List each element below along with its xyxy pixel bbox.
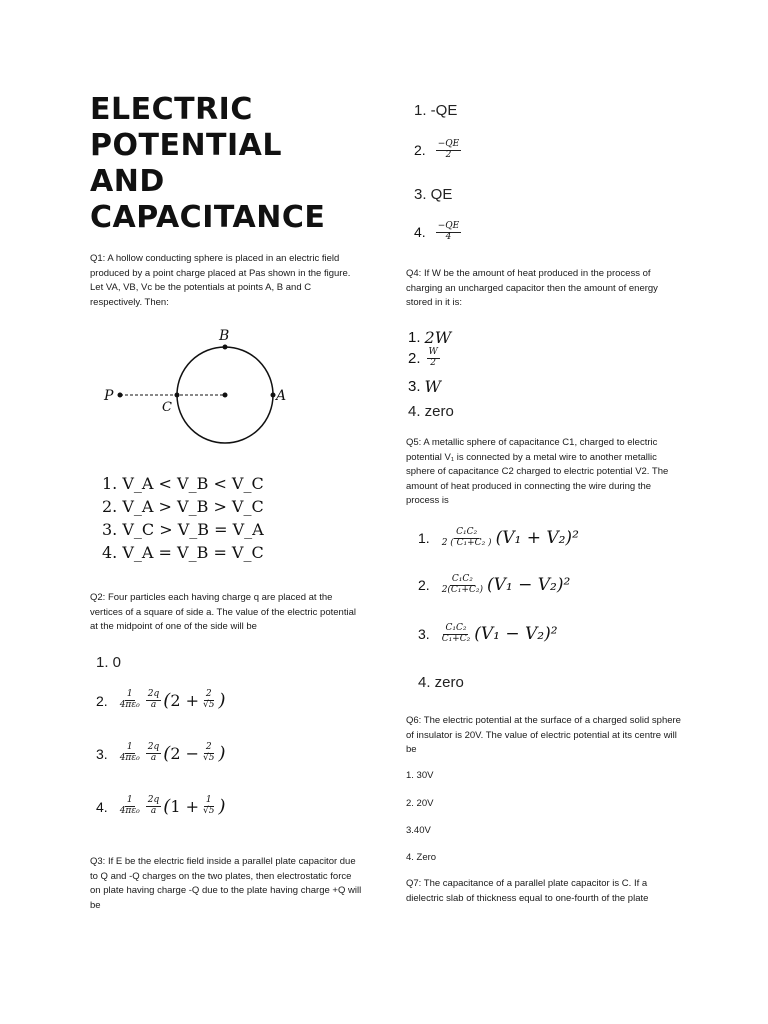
q4-text: Q4: If W be the amount of heat produced in the process of charging an uncharged capacitor then the amount of energy stored in it is: [406, 268, 658, 308]
frac-den: C₁+C₂ [441, 633, 471, 644]
frac-num: 1 [126, 795, 133, 806]
frac-num: 2 [205, 689, 212, 700]
frac-den: √5 [202, 700, 215, 710]
q3-text: Q3: If E be the electric field inside a parallel plate capacitor due to Q and -Q charges on the two plates, then electrostatic force on plate having charge -Q due to the plate having charge +Q will be [90, 856, 362, 911]
title-line: POTENTIAL [90, 128, 283, 163]
frac-num: C₁C₂ [445, 623, 467, 633]
point-center [223, 393, 228, 398]
option-number: 1. [418, 530, 430, 547]
q1-option: 3. V_C > V_B = V_A [102, 520, 264, 539]
q2-option-2: 2. $\frac{1}{\text{4πε₀}}$ $\frac{2q}{a}$ ( 2 + $\frac{2}{√5}$ ) [96, 689, 226, 711]
option-number: 2. [96, 692, 108, 709]
frac-den: a [150, 753, 157, 763]
frac-num: 2q [147, 795, 160, 806]
q6-option: 2. 20V [406, 798, 434, 809]
q3-option-1: 1. -QE [414, 102, 458, 119]
q4-option-4: 4. zero [408, 403, 454, 420]
q5-option-4: 4. zero [418, 674, 464, 691]
q5-option-2 [418, 575, 570, 596]
q6-option: 1. 30V [406, 770, 434, 781]
title-line: ELECTRIC [90, 92, 253, 127]
frac-den: a [150, 700, 157, 710]
point-p [118, 393, 123, 398]
q1-text: Q1: A hollow conducting sphere is placed in an electric field produced by a point charge placed at Pas shown in the figure. Let VA, VB, Vc be the potentials at points A, B and C respectively. Then: [90, 253, 351, 308]
frac-den: 4πε₀ [119, 700, 140, 710]
expr: (V₁ − V₂)² [486, 575, 571, 596]
q3-option-2 [414, 140, 463, 161]
option-value: 2W [424, 328, 452, 347]
option-number: 3. [96, 745, 108, 762]
frac-den: √5 [202, 753, 215, 763]
q5-option-3 [418, 624, 558, 645]
q1-figure [100, 326, 300, 450]
frac-den: a [150, 806, 157, 816]
frac-den: 2 [445, 149, 452, 160]
frac-den: 2 [430, 357, 437, 368]
frac-num: 1 [205, 795, 212, 806]
label-b: B [219, 328, 230, 344]
option-number: 2. [408, 349, 421, 367]
label-p: P [104, 388, 114, 404]
label-c: C [162, 400, 172, 415]
page-title [90, 92, 380, 236]
frac-num: −QE [437, 221, 460, 231]
q5-text: Q5: A metallic sphere of capacitance C1, charged to electric potential V₁ is connected by a metal wire to another metallic sphere of capacitance C2 charged to electric potential V2. The amount of heat produced in connecting the wire during the process is [406, 437, 669, 506]
frac-den: 2(C₁+C₂) [441, 584, 483, 595]
frac-den: √5 [202, 806, 215, 816]
frac-num: 2q [147, 689, 160, 700]
expr: 2 + [170, 691, 199, 710]
q2-option-1: 1. 0 [96, 654, 122, 671]
frac-num: C₁C₂ [451, 574, 473, 584]
point-b [223, 345, 228, 350]
frac-den: 4πε₀ [119, 806, 140, 816]
frac-num: W [428, 347, 438, 357]
expr: 1 + [170, 797, 199, 816]
frac-num: 2 [205, 742, 212, 753]
q6-text: Q6: The electric potential at the surface of a charged solid sphere of insulator is 20V. The value of electric potential at its centre will be [406, 715, 681, 755]
q6-option: 3.40V [406, 825, 431, 836]
frac-den: 2 ( C₁+C₂ ) [441, 537, 492, 548]
frac-den: 4πε₀ [119, 753, 140, 763]
q2-text: Q2: Four particles each having charge q are placed at the vertices of a square of side a. The value of the electric potential at the midpoint of one of the side will be [90, 592, 356, 632]
q3-option-3: 3. QE [414, 186, 453, 203]
option-number: 3. [418, 626, 430, 643]
option-number: 2. [414, 142, 426, 159]
expr: (V₁ + V₂)² [495, 528, 579, 549]
q2-option-3: 3. $\frac{1}{\text{4πε₀}}$ $\frac{2q}{a}$ ( 2 − $\frac{2}{√5}$ ) [96, 742, 226, 764]
label-a: A [276, 388, 287, 404]
option-number: 4. [414, 224, 426, 241]
option-value: W [424, 377, 441, 396]
point-c [175, 393, 180, 398]
option-number: 4. [96, 798, 108, 815]
q2-option-4: 4. $\frac{1}{\text{4πε₀}}$ $\frac{2q}{a}$ ( 1 + $\frac{1}{√5}$ ) [96, 795, 226, 817]
title-line: CAPACITANCE [90, 200, 326, 235]
q7-text: Q7: The capacitance of a parallel plate capacitor is C. If a dielectric slab of thickness equal to one-fourth of the plate [406, 878, 649, 904]
frac-num: C₁C₂ [456, 527, 478, 537]
q4-option-2 [408, 348, 442, 369]
q5-option-1 [418, 528, 579, 549]
option-number: 2. [418, 577, 430, 594]
q4-option-3 [408, 377, 441, 396]
frac-num: 1 [126, 689, 133, 700]
frac-num: −QE [437, 139, 460, 149]
q1-option: 1. V_A < V_B < V_C [102, 474, 264, 493]
q1-option: 4. V_A = V_B = V_C [102, 543, 264, 562]
title-line: AND [90, 164, 165, 199]
option-number: 1. [408, 329, 421, 346]
expr: 2 − [170, 744, 199, 763]
q1-option: 2. V_A > V_B > V_C [102, 497, 264, 516]
q4-option-1 [408, 328, 451, 347]
q6-option: 4. Zero [406, 852, 437, 863]
point-a [271, 393, 276, 398]
expr: (V₁ − V₂)² [474, 624, 558, 645]
frac-num: 2q [147, 742, 160, 753]
q3-option-4 [414, 222, 463, 243]
option-number: 3. [408, 378, 421, 395]
q1-options [102, 472, 264, 564]
frac-num: 1 [126, 742, 133, 753]
frac-den: 4 [445, 231, 452, 242]
